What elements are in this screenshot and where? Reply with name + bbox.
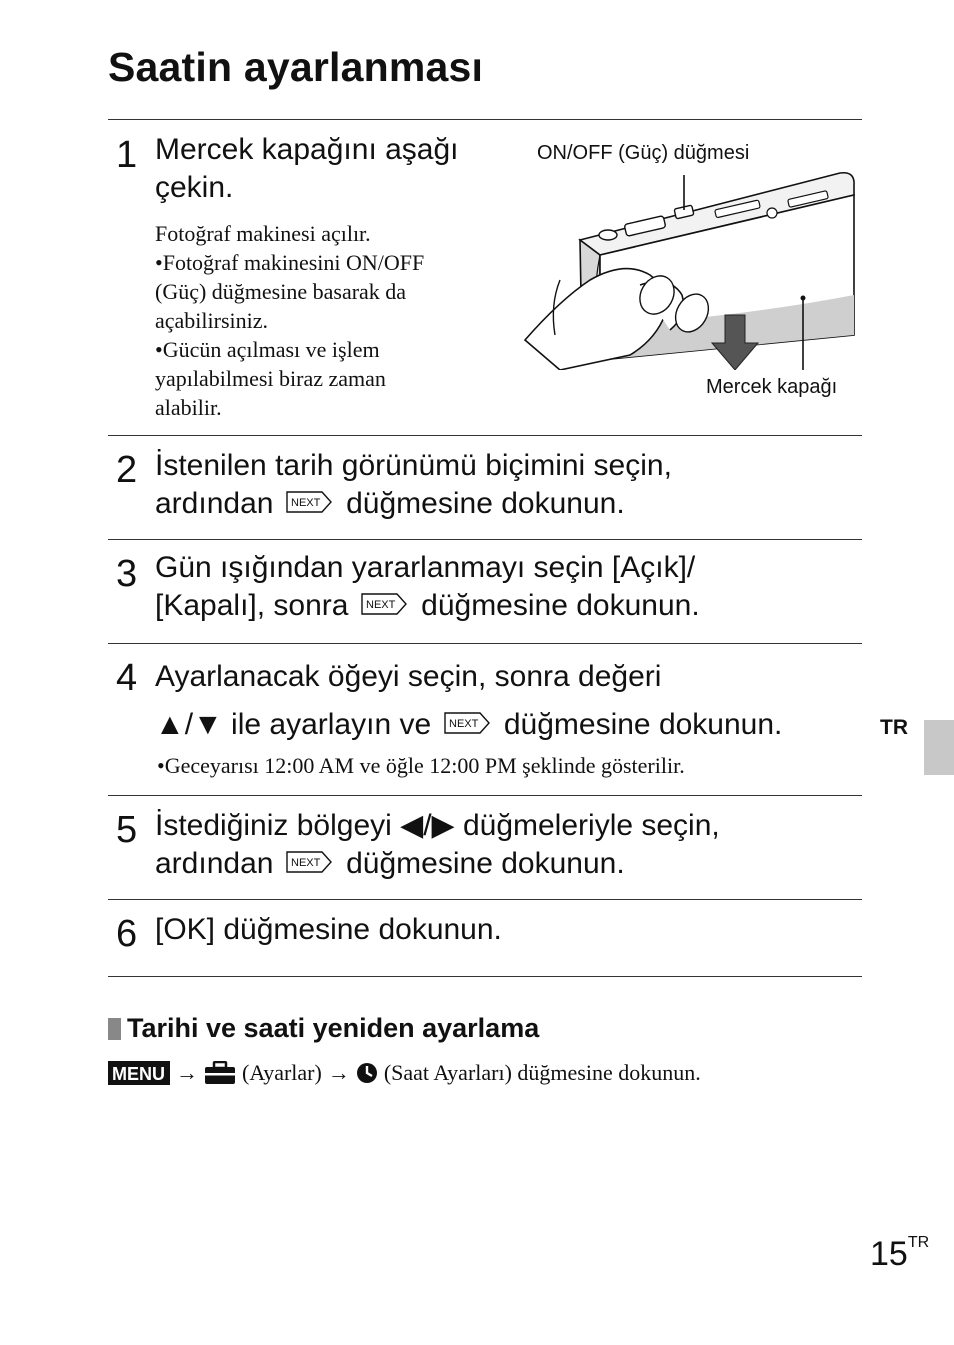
menu-path <box>108 1060 707 1086</box>
step-heading <box>155 131 459 207</box>
divider <box>108 643 862 644</box>
bullet-line: açabilirsiniz. <box>155 308 269 333</box>
arrow-icon: → <box>176 1060 198 1085</box>
step-number: 5 <box>116 809 138 851</box>
settings-label: (Ayarlar) <box>242 1060 322 1085</box>
next-icon <box>361 593 407 615</box>
next-icon-text: NEXT <box>290 857 321 870</box>
divider <box>108 435 862 436</box>
step-heading <box>155 911 502 949</box>
section-marker-icon <box>108 1018 121 1040</box>
step-heading <box>155 653 782 749</box>
step-number: 3 <box>116 553 138 595</box>
subsection-heading <box>108 1013 539 1044</box>
step-text: düğmesine dokunun. <box>421 589 700 622</box>
step-heading-line <box>155 587 700 625</box>
next-icon <box>286 851 332 873</box>
step-heading-line: Gün ışığından yararlanmayı seçin [Açık]/ <box>155 551 696 584</box>
step-heading-line: İstediğiniz bölgeyi ◀/▶ düğmeleriyle seçin, <box>155 809 720 842</box>
next-icon-text: NEXT <box>448 718 478 731</box>
divider <box>108 976 862 977</box>
clock-settings-label: (Saat Ayarları) düğmesine dokunun. <box>383 1060 701 1085</box>
step-heading-line: Mercek kapağını aşağı <box>155 133 459 166</box>
step-text: düğmesine dokunun. <box>503 708 783 741</box>
bullet-line: •Gücün açılması ve işlem <box>155 337 380 362</box>
divider <box>108 539 862 540</box>
step-text: [Kapalı], sonra <box>155 589 349 622</box>
step-body-text: Fotoğraf makinesi açılır. <box>155 221 371 246</box>
arrow-icon: → <box>327 1060 350 1085</box>
step-heading-line: Ayarlanacak öğeyi seçin, sonra değeri <box>155 660 662 693</box>
bullet-item: •Geceyarısı 12:00 AM ve öğle 12:00 PM şeklinde gösterilir. <box>157 753 685 778</box>
bullet-line: yapılabilmesi biraz zaman <box>155 366 386 391</box>
step-heading-line: [OK] düğmesine dokunun. <box>155 913 502 946</box>
step-number: 2 <box>116 449 138 491</box>
step-number: 1 <box>116 134 138 176</box>
divider <box>108 795 862 796</box>
next-icon-text: NEXT <box>290 497 321 510</box>
figure-label-power-button: ON/OFF (Güç) düğmesi <box>537 142 750 164</box>
next-icon-text: NEXT <box>365 599 396 612</box>
menu-icon-text: MENU <box>112 1064 165 1084</box>
bullet-item <box>155 248 495 335</box>
bullet-line: •Fotoğraf makinesini ON/OFF <box>155 250 425 275</box>
menu-icon <box>108 1061 170 1085</box>
figure-label-lens-cover: Mercek kapağı <box>706 376 838 398</box>
bullet-line: (Güç) düğmesine basarak da <box>155 279 407 304</box>
step-text: ardından <box>155 487 274 520</box>
divider <box>108 119 862 120</box>
step-text: düğmesine dokunun. <box>346 487 625 520</box>
step-heading-line <box>155 845 720 883</box>
next-icon <box>444 712 490 734</box>
page-number-suffix: TR <box>907 1233 930 1251</box>
bullet-item <box>155 335 495 422</box>
subsection-title: Tarihi ve saati yeniden ayarlama <box>127 1013 540 1043</box>
step-number: 6 <box>116 913 138 955</box>
step-number: 4 <box>116 657 138 699</box>
toolbox-icon <box>204 1061 236 1085</box>
clock-icon <box>356 1062 378 1084</box>
step-heading-line <box>155 701 782 749</box>
step-heading <box>155 549 700 625</box>
step-text: ardından <box>155 847 274 880</box>
camera-illustration <box>520 165 865 370</box>
language-tab-label: TR <box>880 716 908 739</box>
step-body <box>155 219 495 422</box>
page-title: Saatin ayarlanması <box>108 44 484 90</box>
divider <box>108 899 862 900</box>
step-heading <box>155 807 720 883</box>
step-heading-line: çekin. <box>155 171 234 204</box>
step-heading <box>155 447 672 523</box>
step-heading-line <box>155 485 672 523</box>
step-heading-line: İstenilen tarih görünümü biçimini seçin, <box>155 449 672 482</box>
next-icon <box>286 491 332 513</box>
step-text: düğmesine dokunun. <box>346 847 625 880</box>
page-number-value: 15 <box>870 1235 908 1273</box>
page-number <box>870 1235 929 1274</box>
language-tab-marker <box>924 720 954 775</box>
step-text: ▲/▼ ile ayarlayın ve <box>155 708 432 741</box>
bullet-line: alabilir. <box>155 395 222 420</box>
